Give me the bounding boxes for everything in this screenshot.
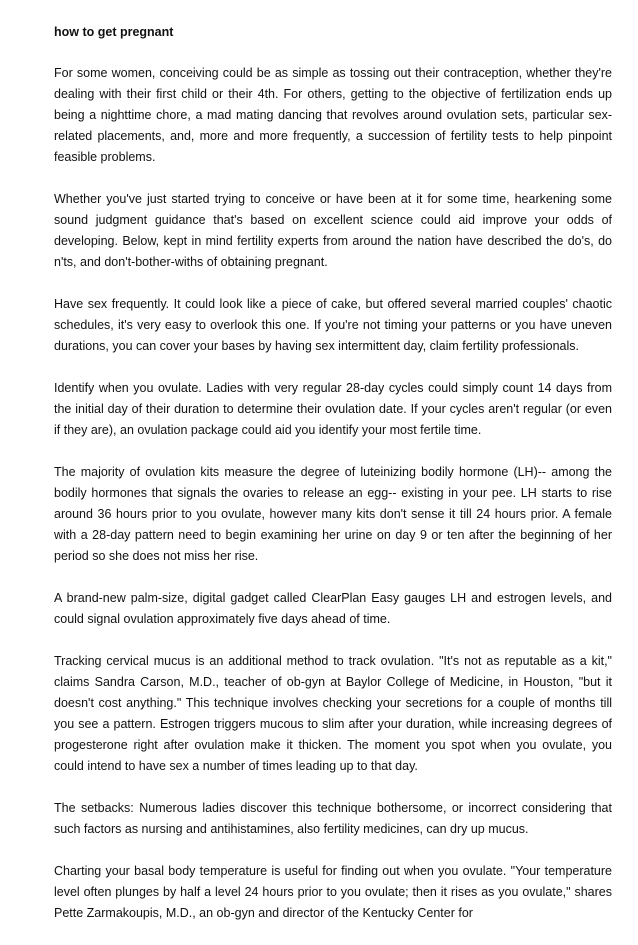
paragraph-5: The majority of ovulation kits measure the degree of luteinizing bodily hormone (LH)-- among the bodily hormones that signals the ovaries to release an egg-- existing in your pee. LH starts to rise around 36 hours prior to you ovulate, however many kits don't sense it till 24 hours prior. A female with a 28-day pattern need to begin examining her urine on day 9 or ten after the beginning of her period so she does not miss her rise. [54,465,612,563]
paragraph-8: The setbacks: Numerous ladies discover this technique bothersome, or incorrect considering that such factors as nursing and antihistamines, also fertility medicines, can dry up mucus. [54,801,612,836]
paragraph-4: Identify when you ovulate. Ladies with very regular 28-day cycles could simply count 14 days from the initial day of their duration to determine their ovulation date. If your cycles aren't regular (or even if they are), an ovulation package could aid you identify your most fertile time. [54,381,612,437]
paragraph-3: Have sex frequently. It could look like a piece of cake, but offered several married couples' chaotic schedules, it's very easy to overlook this one. If you're not timing your patterns or you have uneven durations, you can cover your bases by having sex intermittent day, claim fertility professionals. [54,297,612,353]
paragraph-6: A brand-new palm-size, digital gadget called ClearPlan Easy gauges LH and estrogen levels, and could signal ovulation approximately five days ahead of time. [54,591,612,626]
document-title: how to get pregnant [54,25,174,39]
paragraph-1: For some women, conceiving could be as simple as tossing out their contraception, whether they're dealing with their first child or their 4th. For others, getting to the objective of fertilization ends up being a nighttime chore, a mad mating dancing that revolves around ovulation sets, particular sex-related placements, and, more and more frequently, a succession of fertility tests to help pinpoint feasible problems. [54,66,612,164]
paragraph-2: Whether you've just started trying to conceive or have been at it for some time, hearkening some sound judgment guidance that's based on excellent science could aid improve your odds of developing. Below, kept in mind fertility experts from around the nation have described the do's, do n'ts, and don't-bother-withs of obtaining pregnant. [54,192,612,269]
document-page [54,22,612,945]
paragraph-9: Charting your basal body temperature is useful for finding out when you ovulate. "Your temperature level often plunges by half a level 24 hours prior to you ovulate; then it rises as you ovulate," shares Pette Zarmakoupis, M.D., an ob-gyn and director of the Kentucky Center for [54,864,612,920]
paragraph-7: Tracking cervical mucus is an additional method to track ovulation. "It's not as reputable as a kit," claims Sandra Carson, M.D., teacher of ob-gyn at Baylor College of Medicine, in Houston, "but it doesn't cost anything." This technique involves checking your secretions for a couple of months till you see a pattern. Estrogen triggers mucous to slim after your duration, while increasing degrees of progesterone right after ovulation make it thicken. The moment you spot when you ovulate, you could intend to have sex a number of times leading up to that day. [54,654,612,773]
